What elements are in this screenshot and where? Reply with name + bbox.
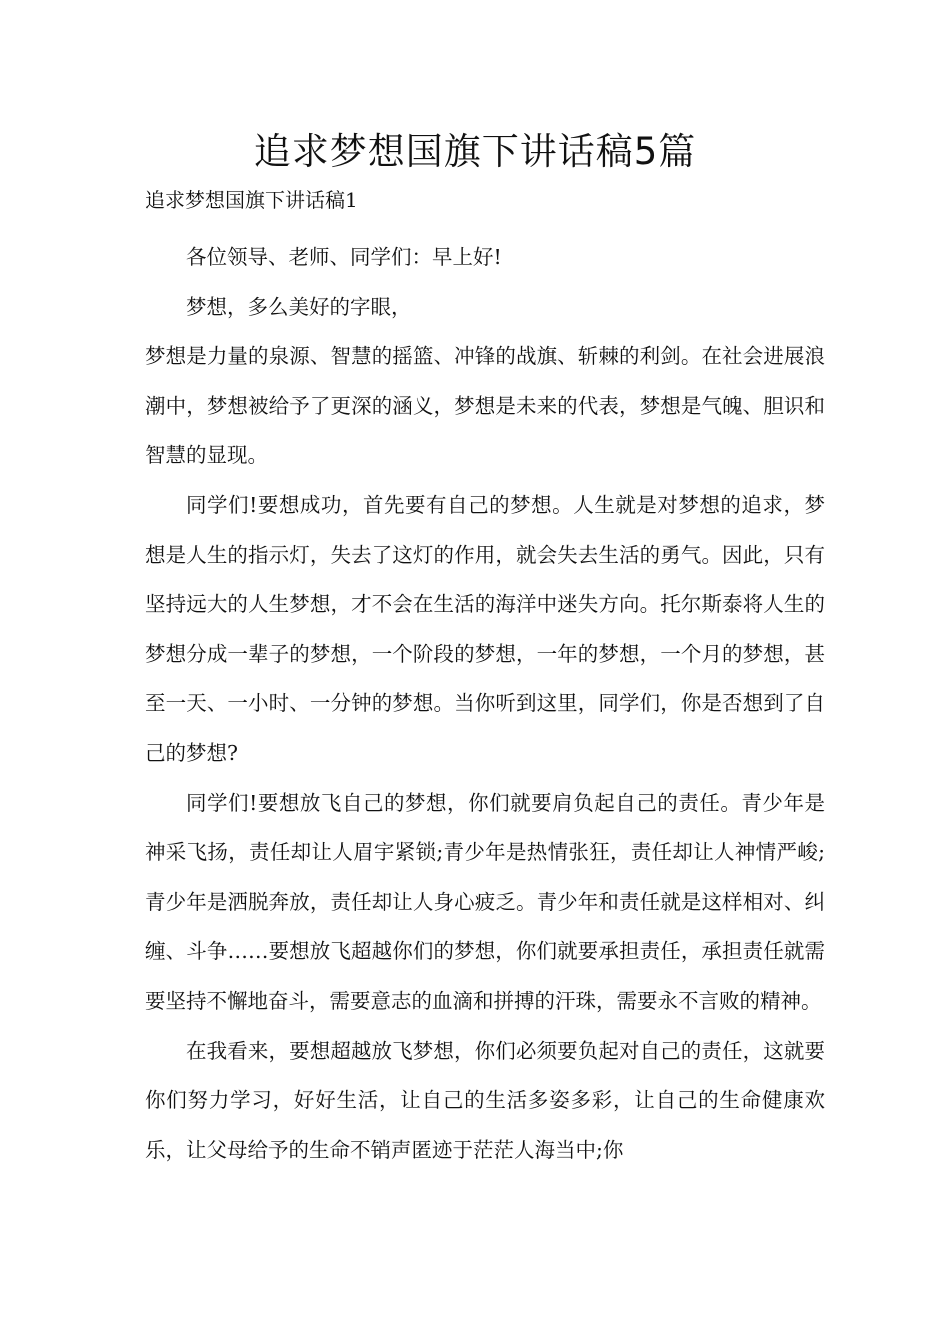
- paragraph-responsibility: 同学们!要想放飞自己的梦想，你们就要肩负起自己的责任。青少年是神采飞扬，责任却让人眉宇紧锁;青少年是热情张狂，责任却让人神情严峻;青少年是洒脱奔放，责任却让人身心疲乏。青少年和责任就是这样相对、纠缠、斗争……要想放飞超越你们的梦想，你们就要承担责任，承担责任就需要坚持不懈地奋斗，需要意志的血滴和拼搏的汗珠，需要永不言败的精神。: [145, 790, 825, 1013]
- paragraph-success: 同学们!要想成功，首先要有自己的梦想。人生就是对梦想的追求，梦想是人生的指示灯，失去了这灯的作用，就会失去生活的勇气。因此，只有坚持远大的人生梦想，才不会在生活的海洋中迷失方向。托尔斯泰将人生的梦想分成一辈子的梦想，一个阶段的梦想，一年的梦想，一个月的梦想，甚至一天、一小时、一分钟的梦想。当你听到这里，同学们，你是否想到了自己的梦想?: [145, 492, 825, 765]
- paragraph-self-responsibility: 在我看来，要想超越放飞梦想，你们必须要负起对自己的责任，这就要你们努力学习，好好生活，让自己的生活多姿多彩，让自己的生命健康欢乐，让父母给予的生命不销声匿迹于茫茫人海当中;你: [145, 1038, 825, 1162]
- paragraph-dream-meaning: 梦想是力量的泉源、智慧的摇篮、冲锋的战旗、斩棘的利剑。在社会进展浪潮中，梦想被给予了更深的涵义，梦想是未来的代表，梦想是气魄、胆识和智慧的显现。: [145, 344, 825, 468]
- section-subtitle: 追求梦想国旗下讲话稿1: [145, 188, 358, 212]
- document-title: 追求梦想国旗下讲话稿5篇: [253, 130, 697, 173]
- paragraph-greeting: 各位领导、老师、同学们：早上好!: [186, 245, 502, 269]
- document-body: [145, 233, 825, 1175]
- paragraph-intro: 梦想，多么美好的字眼，: [186, 294, 412, 319]
